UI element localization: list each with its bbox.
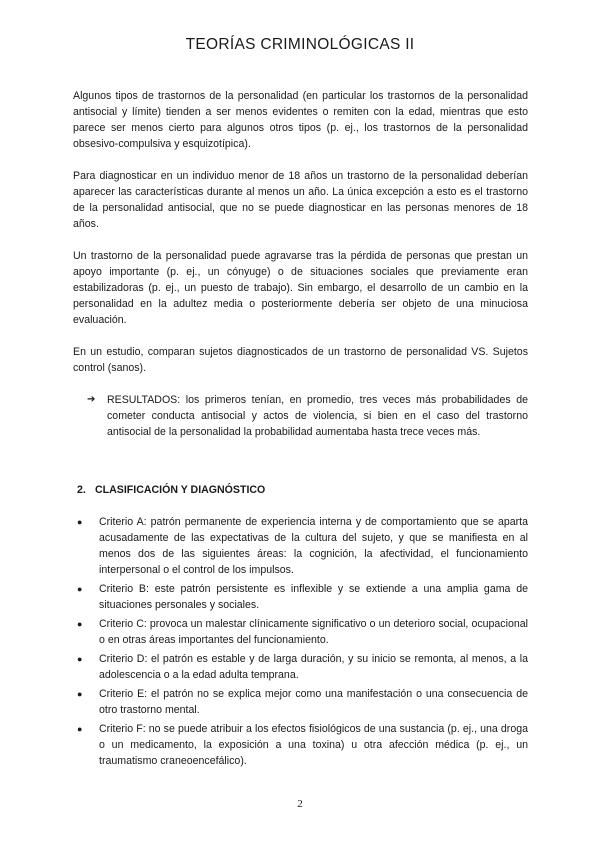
criterion-text: Criterio F: no se puede atribuir a los efectos fisiológicos de una sustancia (p. ej., una droga o un medicamento, la exposición a una toxina) u otra afección médica (p. ej., un traumatismo craneoencefálico).: [99, 723, 528, 767]
list-item: [73, 651, 528, 683]
page-title: TEORÍAS CRIMINOLÓGICAS II: [185, 36, 415, 53]
criterion-text: Criterio E: el patrón no se explica mejor como una manifestación o una consecuencia de otro trastorno mental.: [99, 688, 528, 716]
list-item: [73, 616, 528, 648]
list-item: [73, 686, 528, 718]
bullet-icon: ●: [77, 584, 83, 594]
result-text: RESULTADOS: los primeros tenían, en promedio, tres veces más probabilidades de cometer conducta antisocial y actos de violencia, si bien en el caso del trastorno antisocial de la personalidad la probabilidad aumentaba hasta trece veces más.: [107, 394, 528, 438]
list-item: [73, 581, 528, 613]
result-item: [87, 392, 528, 440]
paragraph: Para diagnosticar en un individuo menor de 18 años un trastorno de la personalidad deberían aparecer las características durante al menos un año. La única excepción a esto es el trastorno de la personalidad antisocial, que no se puede diagnosticar en las personas menores de 18 años.: [73, 170, 528, 230]
criterion-text: Criterio B: este patrón persistente es inflexible y se extiende a una amplia gama de situaciones personales y sociales.: [99, 583, 528, 611]
page-number: 2: [297, 798, 303, 810]
section-title: CLASIFICACIÓN Y DIAGNÓSTICO: [95, 484, 266, 496]
section-heading: [73, 482, 528, 498]
bullet-icon: ●: [77, 517, 83, 527]
list-item: [73, 721, 528, 769]
bullet-icon: ●: [77, 689, 83, 699]
section-number: 2.: [77, 484, 86, 496]
criterion-text: Criterio D: el patrón es estable y de larga duración, y su inicio se remonta, al menos, a la adolescencia o a la edad adulta temprana.: [99, 653, 528, 681]
criterion-text: Criterio A: patrón permanente de experiencia interna y de comportamiento que se aparta acusadamente de las expectativas de la cultura del sujeto, y que se manifiesta en al menos dos de las siguientes áreas: la cognición, la afectividad, el funcionamiento interpersonal o el control de los impulsos.: [99, 516, 528, 576]
bullet-icon: ●: [77, 619, 83, 629]
paragraph: En un estudio, comparan sujetos diagnosticados de un trastorno de personalidad VS. Sujetos control (sanos).: [73, 346, 528, 374]
paragraph: Un trastorno de la personalidad puede agravarse tras la pérdida de personas que prestan un apoyo importante (p. ej., un cónyuge) o de situaciones sociales que previamente eran estabilizadoras (p. ej., un puesto de trabajo). Sin embargo, el desarrollo de un cambio en la personalidad en la adultez media o posteriormente debería ser objeto de una minuciosa evaluación.: [73, 250, 528, 326]
paragraph: Algunos tipos de trastornos de la personalidad (en particular los trastornos de la personalidad antisocial y límite) tienden a ser menos evidentes o remiten con la edad, mientras que esto parece ser menos cierto para algunos otros tipos (p. ej., los trastornos de la personalidad obsesivo-compulsiva y esquizotípica).: [73, 90, 528, 150]
list-item: [73, 514, 528, 578]
arrow-right-icon: ➔: [87, 394, 96, 405]
bullet-icon: ●: [77, 724, 83, 734]
bullet-icon: ●: [77, 654, 83, 664]
document-body: [73, 88, 528, 772]
criteria-list: [73, 514, 528, 769]
criterion-text: Criterio C: provoca un malestar clínicamente significativo o un deterioro social, ocupacional o en otras áreas importantes del funcionamiento.: [99, 618, 528, 646]
